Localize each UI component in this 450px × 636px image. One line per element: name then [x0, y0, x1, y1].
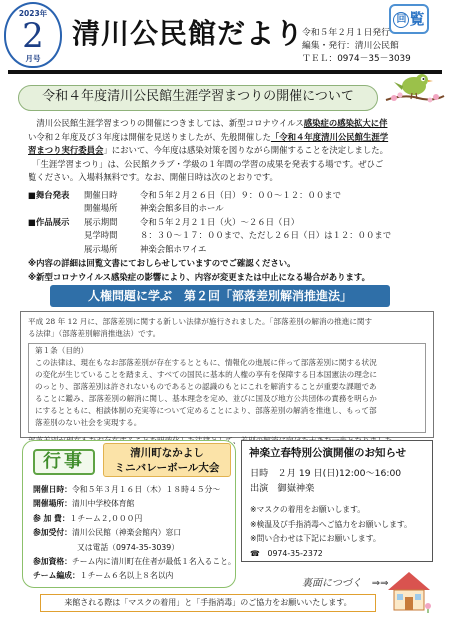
- newsletter-title: 清川公民館だより: [72, 17, 305, 50]
- kagura-performer: 出演 御嶽神楽: [250, 482, 315, 494]
- note: ※内容の詳細は回覧文書にておしらせしていますのでご確認ください。: [28, 258, 296, 268]
- continued-on-back: 裏面につづく ⇒⇒: [302, 578, 389, 589]
- bird-on-branch-icon: [384, 66, 446, 114]
- kagura-performance-box: [241, 440, 433, 562]
- article-line: のっとり、部落差別は許されないものであるとの認識のもとにこれを解消することが重要な課題であ: [35, 382, 377, 391]
- paragraph: 習まつり実行委員会」において、今年度は感染対策を図りながら開催することを決定しました。: [28, 145, 388, 155]
- kagura-tel: ☎ 0974-35-2372: [250, 548, 323, 558]
- article-line: にするとともに、相談体制の充実等について定めることにより、部落差別の解消を推進し、もって部: [35, 406, 377, 415]
- paragraph: る法律」（部落差別解消推進法）です。: [28, 329, 161, 338]
- article-line: この法律は、現在もなお部落差別が存在するとともに、情報化の進展に伴って部落差別に関する状況: [35, 358, 377, 367]
- kagura-title: 神楽立春特別公演開催のお知らせ: [249, 447, 407, 459]
- schedule-row: 展示場所 神楽会館ホワイエ: [84, 243, 207, 254]
- publication-info: [302, 27, 411, 66]
- detail-row: 開催場所： 清川中学校体育館: [33, 499, 135, 509]
- detail-row: チーム編成： １チーム６名以上８名以内: [33, 571, 174, 581]
- house-icon: [384, 568, 434, 614]
- detail-row: 開催日時： 令和５年３月１６日（木）１８時４５分～: [33, 485, 221, 494]
- visitor-notice: 来館される際は「マスクの着用」と「手指消毒」のご協力をお願いいたします。: [40, 594, 376, 612]
- law-article-box: [28, 343, 426, 433]
- note: ※検温及び手指消毒へご協力をお願いします。: [250, 519, 412, 529]
- paragraph: 平成 28 年 12 月に、部落差別に関する新しい法律が施行されました。「部落差別の解消の推進に関す: [28, 317, 373, 326]
- issue-month: 2: [22, 16, 44, 56]
- header-divider: [8, 70, 442, 74]
- schedule-row: ■舞台発表 開催日時 令和５年２月２６日（日）９：００～１２：００まで: [28, 189, 341, 200]
- article-line: ることに鑑み、部落差別の解消に関し、基本理念を定め、並びに国及び地方公共団体の責務を明らか: [35, 394, 377, 403]
- publisher-tel: ＴＥＬ：0974－35－3039: [302, 54, 411, 64]
- festival-article: [28, 117, 428, 284]
- kagura-details: [250, 467, 428, 496]
- article-line: の変化が生じていることを踏まえ、すべての国民に基本的人権の享有を保障する日本国憲法の理念に: [35, 370, 378, 379]
- paragraph: 「生涯学習まつり」は、公民館クラブ・学級の１年間の学習の成果を発表する場です。ぜひご: [36, 158, 384, 169]
- volleyball-event-box: [22, 440, 236, 588]
- human-rights-article: [20, 311, 434, 438]
- schedule-row: 開催場所 神楽会館多目的ホール: [84, 203, 224, 213]
- kagura-notes: [250, 503, 428, 561]
- schedule-row: 見学時間 ８：３０～１７：００まで、ただし２６日（日）は１２：００まで: [84, 230, 392, 240]
- detail-row: 参 加 費： １チーム２,０００円: [33, 513, 143, 523]
- kagura-date: 日時 ２月 19 日(日)12:00～16:00: [250, 468, 402, 479]
- schedule-table: [28, 189, 428, 257]
- article-heading: 第１条（目的）: [35, 346, 89, 355]
- circulation-stamp-icon: 回 覧: [389, 4, 429, 34]
- festival-banner: 令和４年度清川公民館生涯学習まつりの開催について: [18, 85, 378, 111]
- issue-date: 令和５年２月１日発行: [302, 28, 390, 38]
- publisher: 編集・発行：清川公民館: [302, 41, 399, 51]
- human-rights-banner: 人権問題に学ぶ 第２回「部落差別解消推進法」: [50, 285, 390, 307]
- note: ※問い合わせは下記にお願いします。: [250, 534, 381, 543]
- issue-month-unit: 月号: [25, 54, 41, 63]
- volleyball-details: [33, 483, 236, 584]
- schedule-row: ■作品展示 展示期間 令和５年２月２１日（火）～２６日（日）: [28, 216, 300, 227]
- article-line: 落差別のない社会を実現する。: [35, 418, 142, 427]
- month-badge: [4, 2, 62, 68]
- event-stamp: 行事: [33, 449, 95, 475]
- note: ※マスクの着用をお願いします。: [250, 505, 366, 514]
- volleyball-title: 清川町なかよし ミニバレーボール大会: [103, 443, 231, 477]
- festival-notes: [28, 257, 428, 284]
- detail-row: 参加受付： 清川公民館（神楽会館内）窓口: [33, 528, 182, 538]
- detail-row: 参加資格： チーム内に清川町在住者が最低１名入ること。: [33, 557, 236, 567]
- issue-year: 2023年: [18, 9, 48, 18]
- note: ※新型コロナウイルス感染症の影響により、内容が変更または中止になる場合があります。: [28, 271, 370, 282]
- paragraph: 清川公民館生涯学習まつりの開催につきましては、新型コロナウイルス感染症の感染拡大に伴: [36, 118, 388, 128]
- detail-row: 又は電話（0974-35-3039）: [77, 542, 180, 552]
- paragraph: い令和２年度及び３年度は開催を見送りましたが、先般開催した「令和４年度清川公民館生涯学: [28, 131, 389, 142]
- paragraph: 覧ください。入場料無料です。なお、開催日時は次のとおりです。: [28, 172, 278, 182]
